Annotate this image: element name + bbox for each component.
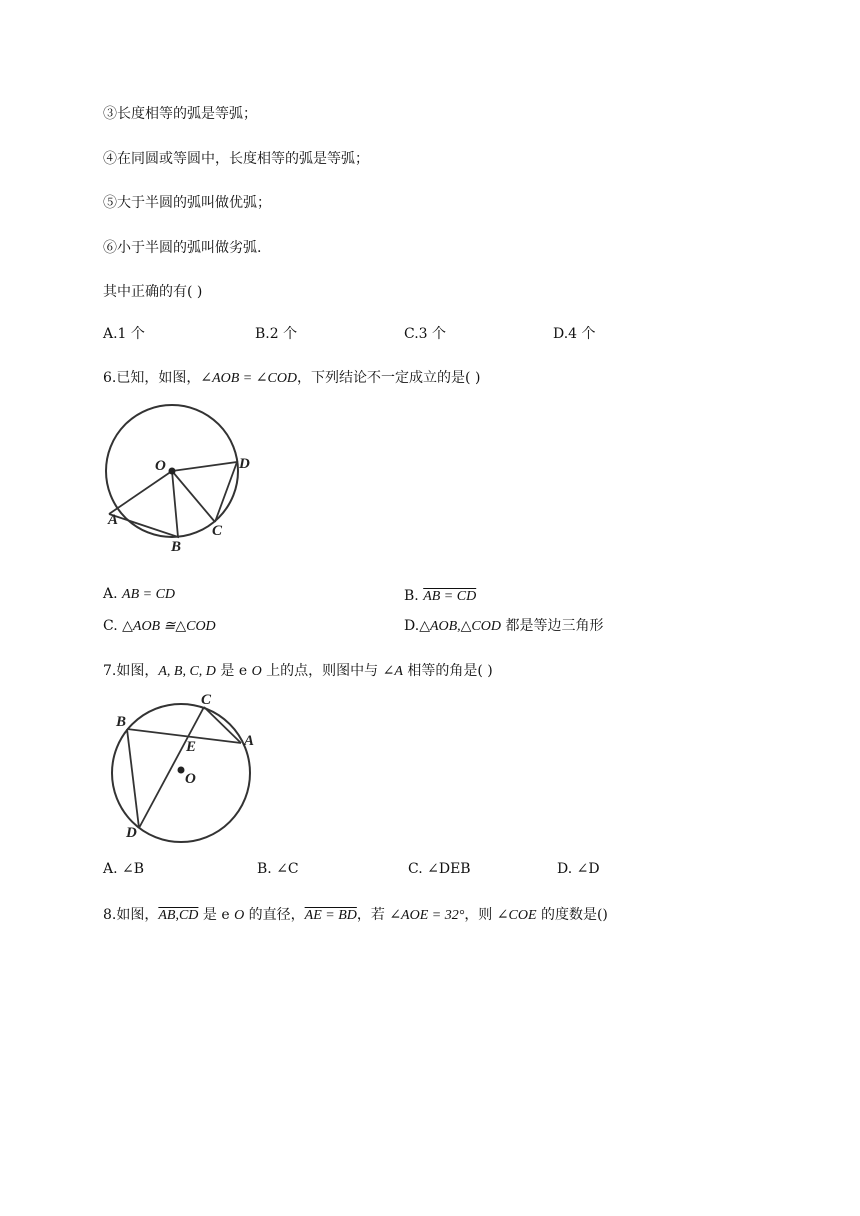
q7-math-o: O	[251, 664, 262, 679]
q7-option-c: C. ∠DEB	[408, 861, 471, 877]
q7-label-a: A	[244, 733, 255, 749]
q7-circle-figure	[105, 688, 270, 843]
statement-3: ③长度相等的弧是等弧；	[103, 106, 257, 122]
question-8-stem	[103, 906, 608, 925]
q7-label-e: E	[186, 739, 197, 755]
q7-suffix: 相等的角是( )	[402, 663, 493, 679]
q6-option-b-math: AB = CD	[423, 589, 477, 604]
q7-mid-1: 是 e	[215, 663, 252, 679]
q7-chord-cd	[139, 707, 204, 828]
q8-math-o: O	[234, 908, 245, 923]
q6-label-a: A	[108, 512, 119, 528]
q6-triangle-cod	[172, 462, 237, 522]
q6-option-b-label: B.	[404, 588, 419, 604]
question-5-stem: 其中正确的有( )	[103, 284, 203, 300]
statement-4: ④在同圆或等圆中，长度相等的弧是等弧；	[103, 151, 369, 167]
q6-suffix: ，下列结论不一定成立的是( )	[297, 370, 481, 386]
q8-mid-4: ，则	[464, 907, 497, 923]
q6-option-a	[103, 585, 175, 604]
q6-option-d-math: △AOB,△COD	[419, 619, 501, 634]
q8-math-angle-coe: ∠COE	[496, 908, 537, 923]
q7-center-point	[178, 767, 185, 774]
q7-label-o: O	[185, 771, 196, 787]
q6-option-d-text: 都是等边三角形	[501, 618, 604, 634]
q7-mid-2: 上的点，则图中与	[261, 663, 383, 679]
q7-chord-ba	[127, 729, 241, 743]
q5-option-d: D.4 个	[553, 326, 596, 342]
q7-chord-ca	[204, 707, 241, 743]
q7-prefix: 7.如图，	[103, 663, 159, 679]
q7-option-d: D. ∠D	[557, 861, 600, 877]
question-6-stem	[103, 369, 480, 388]
q6-label-o: O	[155, 458, 166, 474]
q7-option-b: B. ∠C	[257, 861, 299, 877]
q8-suffix: 的度数是()	[536, 907, 608, 923]
q7-chord-bd	[127, 729, 139, 828]
q8-mid-2: 的直径，	[244, 907, 305, 923]
question-7-stem	[103, 662, 493, 681]
q6-label-d: D	[239, 456, 250, 472]
q6-option-d	[404, 617, 603, 636]
q6-triangle-aob	[109, 471, 178, 537]
statement-6: ⑥小于半圆的弧叫做劣弧.	[103, 240, 262, 256]
q7-label-b: B	[116, 714, 127, 730]
q7-math-points: A, B, C, D	[158, 664, 216, 679]
q5-option-b: B.2 个	[255, 326, 298, 342]
q6-circle-figure	[100, 400, 270, 560]
q5-option-c: C.3 个	[404, 326, 447, 342]
q6-option-b	[404, 587, 476, 606]
q6-option-c-label: C.	[103, 618, 118, 634]
q6-math: ∠AOB = ∠COD	[200, 371, 298, 386]
q6-center-point	[169, 468, 176, 475]
q6-option-a-label: A.	[103, 586, 118, 602]
q6-option-c	[103, 617, 216, 636]
q6-label-c: C	[212, 523, 223, 539]
q8-math-angle-aoe: ∠AOE = 32°	[389, 908, 465, 923]
q8-math-diameters: AB,CD	[158, 908, 199, 923]
q7-label-c: C	[201, 692, 212, 708]
q8-math-arcs: AE = BD	[304, 908, 357, 923]
q6-option-d-label: D.	[404, 618, 420, 634]
q6-label-b: B	[171, 539, 182, 555]
q7-math-angle: ∠A	[382, 664, 403, 679]
q8-prefix: 8.如图，	[103, 907, 159, 923]
q6-option-c-math: △AOB ≅△COD	[122, 619, 216, 634]
q6-option-a-math: AB = CD	[122, 587, 176, 602]
q6-prefix: 6.已知，如图，	[103, 370, 201, 386]
q7-label-d: D	[126, 825, 137, 841]
q5-option-a: A.1 个	[103, 326, 145, 342]
statement-5: ⑤大于半圆的弧叫做优弧；	[103, 195, 271, 211]
q7-option-a: A. ∠B	[103, 861, 145, 877]
q8-mid-3: ，若	[356, 907, 390, 923]
q8-mid-1: 是 e	[198, 907, 235, 923]
